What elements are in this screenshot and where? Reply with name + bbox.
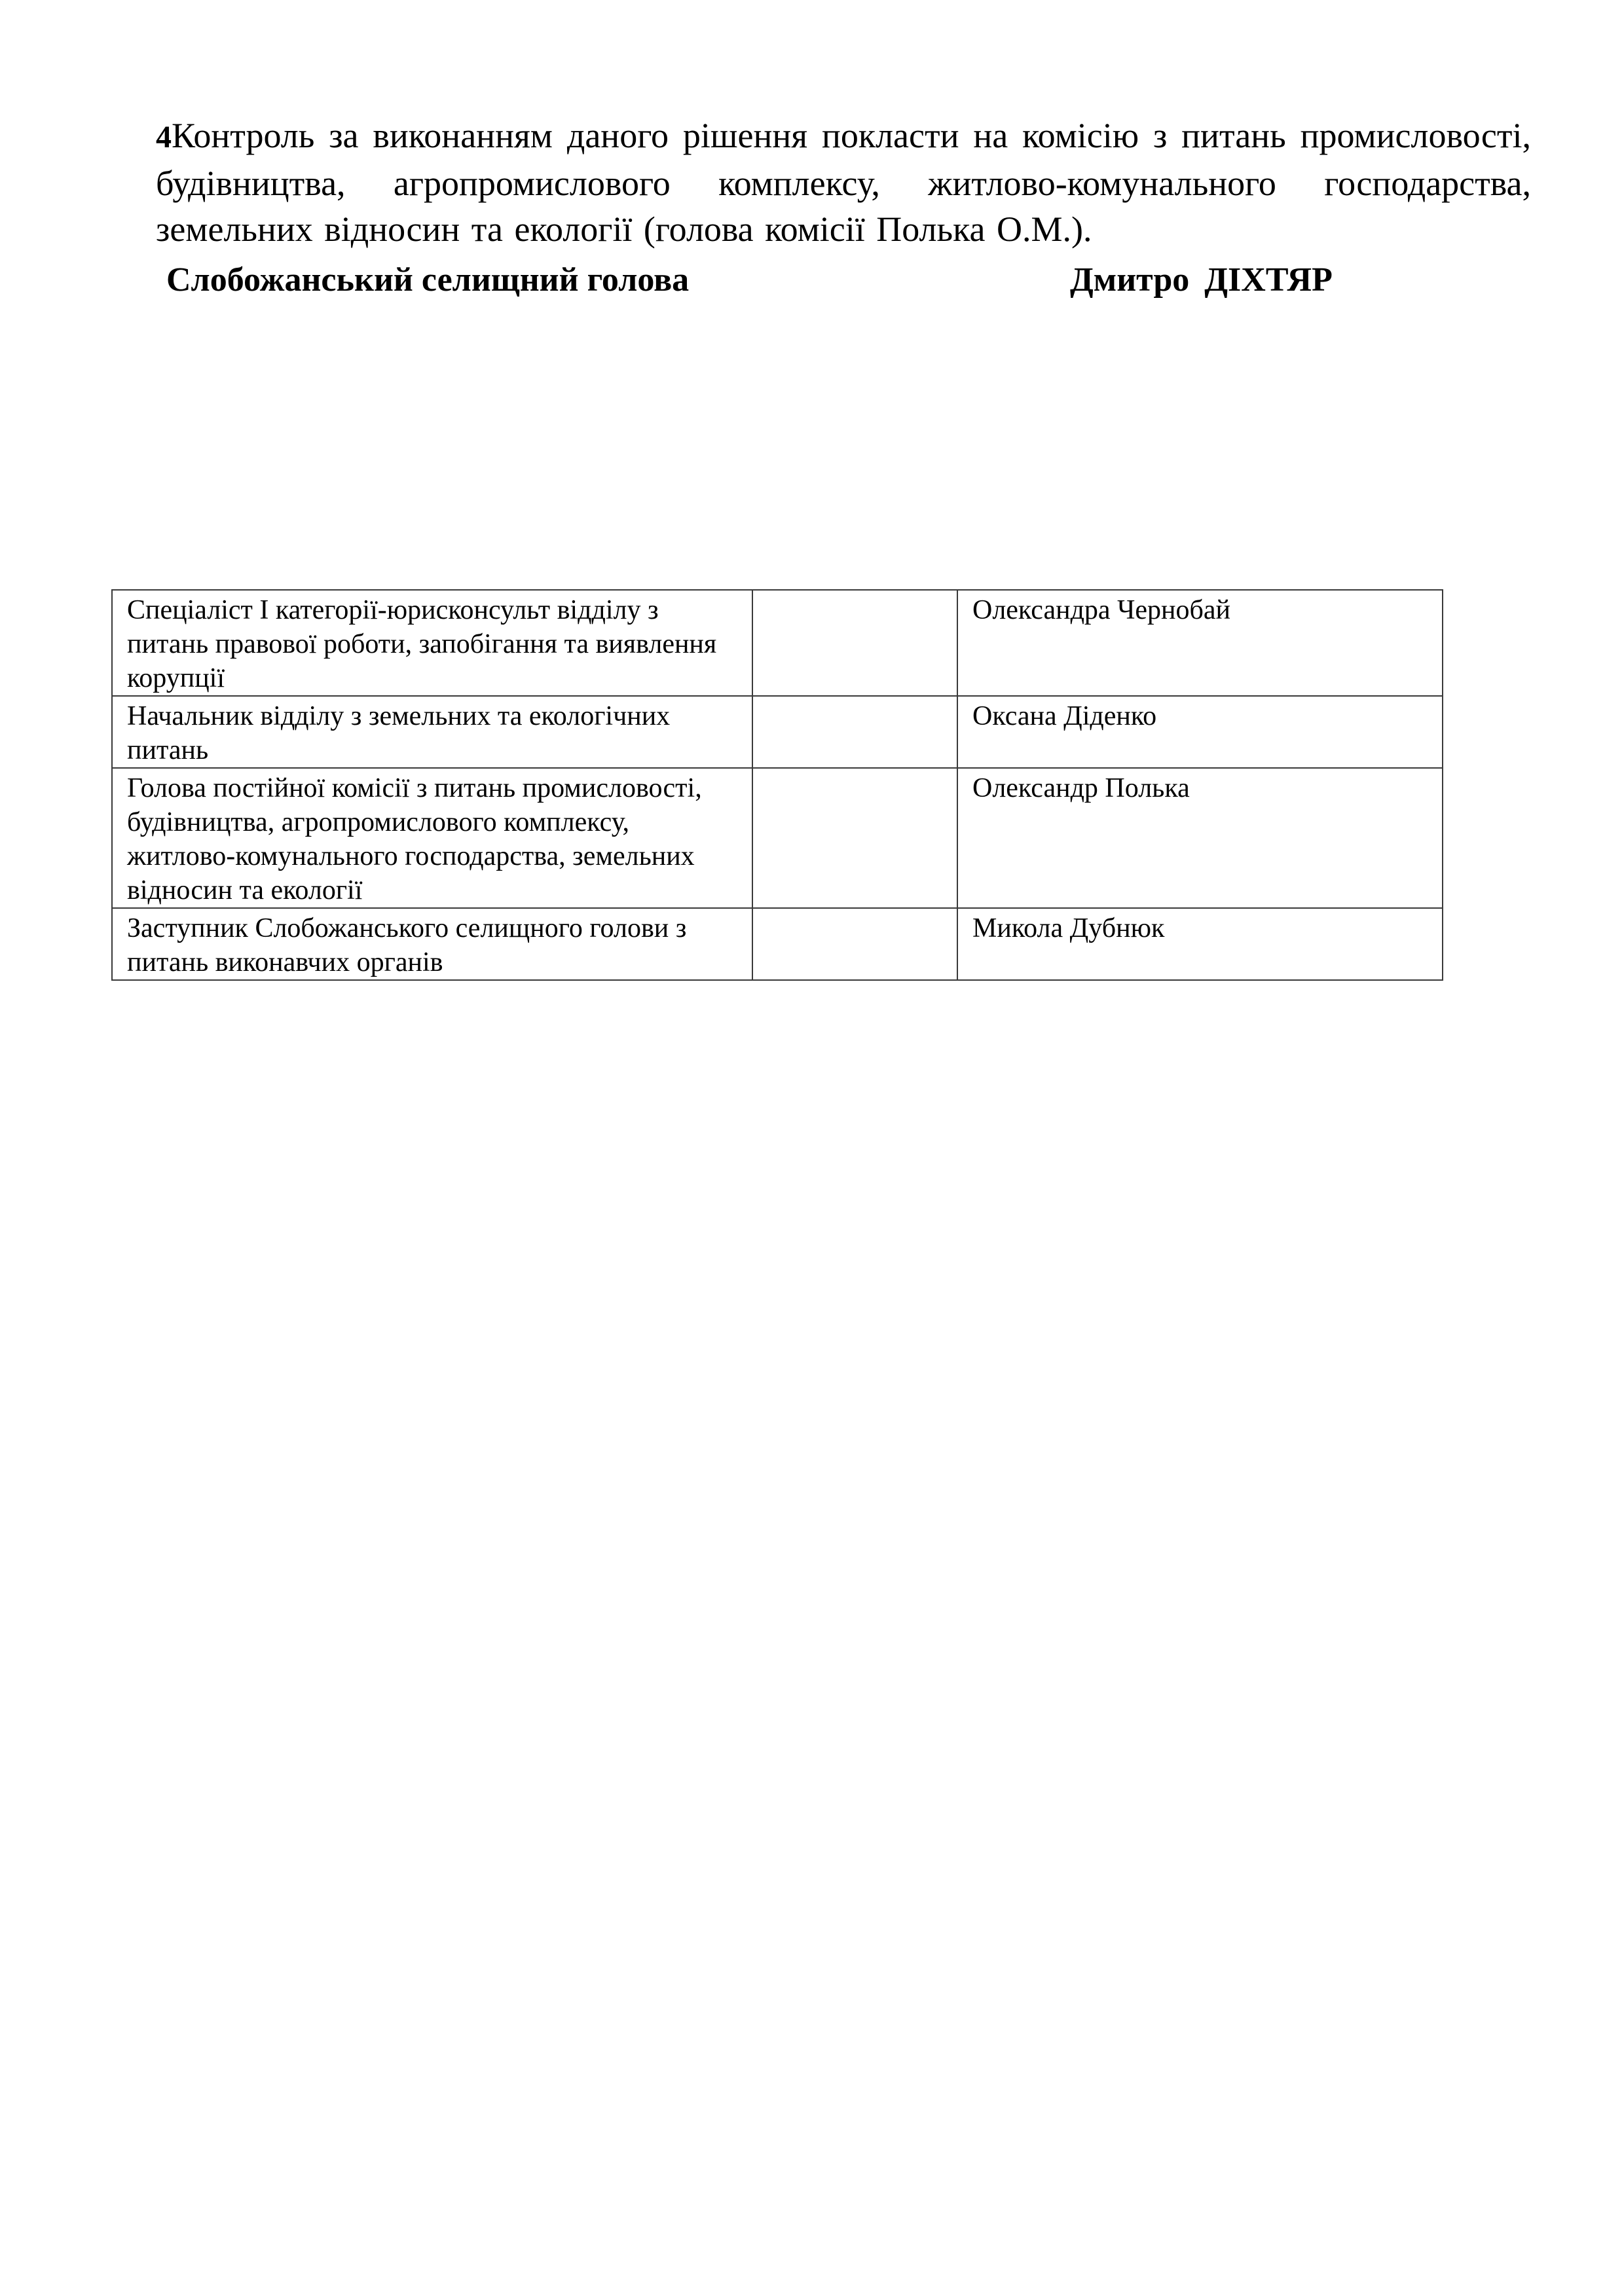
- signature-block: [166, 254, 1476, 306]
- signature-title: Слобожанський селищний голова: [166, 261, 690, 299]
- approver-name: Оксана Діденко: [957, 696, 1443, 768]
- approver-signature-cell: [752, 696, 957, 768]
- paragraph-text: Контроль за виконанням даного рішення покласти на комісію з питань промисловості, будівництва, агропромислового комплексу, житлово-комунального господарства, земельних відносин та екології (голова комісії Полька О.М.).: [156, 116, 1531, 249]
- approver-signature-cell: [752, 908, 957, 980]
- approver-signature-cell: [752, 590, 957, 696]
- approver-name: Микола Дубнюк: [957, 908, 1443, 980]
- approver-signature-cell: [752, 768, 957, 908]
- table-row: [112, 908, 1443, 980]
- table-row: [112, 590, 1443, 696]
- approver-position: Голова постійної комісії з питань промисловості, будівництва, агропромислового комплексу, житлово-комунального господарства, земельних відносин та екології: [112, 768, 752, 908]
- approver-position: Спеціаліст І категорії-юрисконсульт відділу з питань правової роботи, запобігання та виявлення корупції: [112, 590, 752, 696]
- decision-paragraph: [156, 113, 1531, 252]
- signature-name: Дмитро ДІХТЯР: [1070, 261, 1333, 299]
- approver-position: Начальник відділу з земельних та екологічних питань: [112, 696, 752, 768]
- approver-position: Заступник Слобожанського селищного голови з питань виконавчих органів: [112, 908, 752, 980]
- approver-name: Олександр Полька: [957, 768, 1443, 908]
- approver-name: Олександра Чернобай: [957, 590, 1443, 696]
- approval-table: [111, 589, 1443, 981]
- table-row: [112, 768, 1443, 908]
- paragraph-number: 4: [156, 120, 172, 155]
- table-row: [112, 696, 1443, 768]
